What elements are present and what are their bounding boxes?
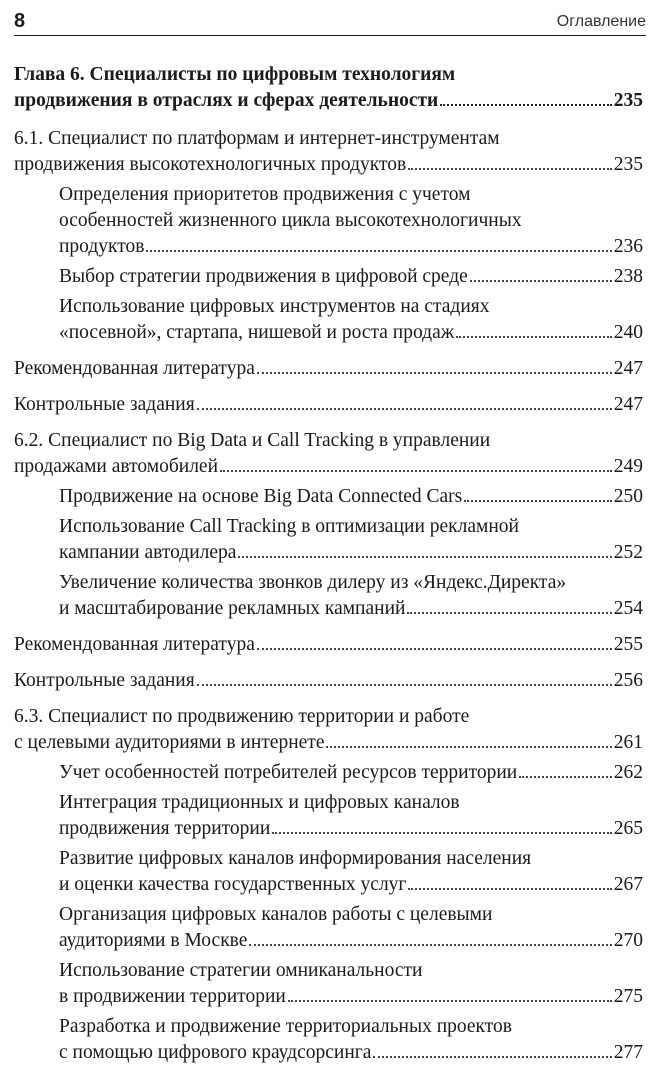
running-title: Оглавление: [556, 13, 646, 30]
leader-dots: [220, 470, 612, 472]
toc-subsection[interactable]: [14, 182, 643, 260]
toc-subsection[interactable]: [14, 294, 643, 346]
toc-entry-text: 6.3. Специалист по продвижению территории и работе: [14, 706, 470, 727]
toc-chapter-6[interactable]: [14, 62, 643, 114]
toc-control-tasks[interactable]: [14, 668, 643, 694]
toc-page-number: 275: [613, 986, 643, 1007]
toc-page-number: 255: [613, 634, 643, 655]
toc-entry-text: 6.2. Специалист по Big Data и Call Tracking в управлении: [14, 430, 491, 451]
toc-entry-text: Определения приоритетов продвижения с учетом: [59, 184, 471, 205]
toc-page-number: 254: [613, 598, 643, 619]
toc-subsection[interactable]: [14, 846, 643, 898]
toc-page-number: 270: [613, 930, 643, 951]
toc-page-number: 235: [613, 90, 643, 111]
toc-page-number: 256: [613, 670, 643, 691]
toc-entry-text: аудиториями в Москве: [59, 930, 248, 951]
toc-subsection[interactable]: [14, 264, 643, 290]
toc-literature[interactable]: [14, 356, 643, 382]
toc-entry-text: Учет особенностей потребителей ресурсов территории: [59, 762, 518, 783]
page-number: 8: [14, 10, 26, 32]
toc-subsection[interactable]: [14, 790, 643, 842]
toc-section-6-1[interactable]: [14, 126, 643, 178]
leader-dots: [408, 168, 612, 170]
toc-control-tasks[interactable]: [14, 392, 643, 418]
leader-dots: [326, 746, 611, 748]
toc-subsection[interactable]: [14, 902, 643, 954]
leader-dots: [238, 556, 611, 558]
leader-dots: [464, 500, 611, 502]
leader-dots: [288, 1000, 612, 1002]
toc-entry-text: «посевной», стартапа, нишевой и роста продаж: [59, 322, 455, 343]
toc-subsection[interactable]: [14, 514, 643, 566]
toc-entry-text: особенностей жизненного цикла высокотехнологичных: [59, 210, 522, 231]
page-header: [14, 10, 646, 36]
toc-page-number: 277: [613, 1042, 643, 1063]
toc-section-6-3[interactable]: [14, 704, 643, 756]
toc-entry-text: с целевыми аудиториями в интернете: [14, 732, 325, 753]
toc-subsection[interactable]: [14, 958, 643, 1010]
toc-entry-text: Выбор стратегии продвижения в цифровой среде: [59, 266, 468, 287]
toc-page-number: 261: [613, 732, 643, 753]
leader-dots: [249, 944, 611, 946]
toc-section-6-2[interactable]: [14, 428, 643, 480]
toc-page-number: 252: [613, 542, 643, 563]
toc-page-number: 262: [613, 762, 643, 783]
toc-entry-text: с помощью цифрового краудсорсинга: [59, 1042, 372, 1063]
toc-subsection[interactable]: [14, 570, 643, 622]
toc-entry-text: кампании автодилера: [59, 542, 237, 563]
toc-subsection[interactable]: [14, 760, 643, 786]
toc-page-number: 250: [613, 486, 643, 507]
toc-page-number: 240: [613, 322, 643, 343]
toc-entry-text: продвижения высокотехнологичных продуктов: [14, 154, 407, 175]
leader-dots: [197, 408, 612, 410]
toc-page-number: 249: [613, 456, 643, 477]
toc-entry-text: Использование цифровых инструментов на стадиях: [59, 296, 490, 317]
toc-entry-text: Использование Call Tracking в оптимизации рекламной: [59, 516, 519, 537]
toc-entry-text: продажами автомобилей: [14, 456, 219, 477]
leader-dots: [146, 250, 611, 252]
leader-dots: [373, 1056, 611, 1058]
leader-dots: [470, 280, 612, 282]
toc-entry-text: Рекомендованная литература: [14, 634, 255, 655]
toc-entry-text: Использование стратегии омниканальности: [59, 960, 423, 981]
toc-entry-text: продуктов: [59, 236, 145, 257]
toc-entry-text: и оценки качества государственных услуг: [59, 874, 407, 895]
toc-entry-text: и масштабирование рекламных кампаний: [59, 598, 406, 619]
toc-subsection[interactable]: [14, 484, 643, 510]
toc-entry-text: в продвижении территории: [59, 986, 286, 1007]
toc-entry-text: Глава 6. Специалисты по цифровым технологиям: [14, 64, 456, 85]
leader-dots: [456, 336, 612, 338]
toc-entry-text: Продвижение на основе Big Data Connected Cars: [59, 486, 463, 507]
toc-page-number: 235: [613, 154, 643, 175]
toc-literature[interactable]: [14, 632, 643, 658]
toc-entry-text: 6.1. Специалист по платформам и интернет-инструментам: [14, 128, 500, 149]
toc-page-number: 238: [613, 266, 643, 287]
leader-dots: [407, 612, 611, 614]
toc-page-number: 236: [613, 236, 643, 257]
leader-dots: [408, 888, 611, 890]
toc-entry-text: Контрольные задания: [14, 394, 195, 415]
leader-dots: [257, 648, 612, 650]
toc-page-number: 247: [613, 358, 643, 379]
leader-dots: [519, 776, 612, 778]
leader-dots: [440, 104, 611, 106]
toc-entry-text: продвижения территории: [59, 818, 271, 839]
toc-entry-text: Организация цифровых каналов работы с целевыми: [59, 904, 493, 925]
toc-page-number: 247: [613, 394, 643, 415]
toc-entry-text: Развитие цифровых каналов информирования населения: [59, 848, 532, 869]
toc-entry-text: продвижения в отраслях и сферах деятельности: [14, 90, 439, 111]
toc-entry-text: Рекомендованная литература: [14, 358, 255, 379]
toc-page-number: 267: [613, 874, 643, 895]
table-of-contents: [14, 62, 643, 1070]
toc-entry-text: Разработка и продвижение территориальных проектов: [59, 1016, 512, 1037]
toc-subsection[interactable]: [14, 1014, 643, 1066]
toc-entry-text: Контрольные задания: [14, 670, 195, 691]
toc-entry-text: Интеграция традиционных и цифровых каналов: [59, 792, 460, 813]
toc-entry-text: Увеличение количества звонков дилеру из «Яндекс.Директа»: [59, 572, 567, 593]
leader-dots: [197, 684, 612, 686]
toc-page-number: 265: [613, 818, 643, 839]
leader-dots: [257, 372, 612, 374]
leader-dots: [272, 832, 611, 834]
